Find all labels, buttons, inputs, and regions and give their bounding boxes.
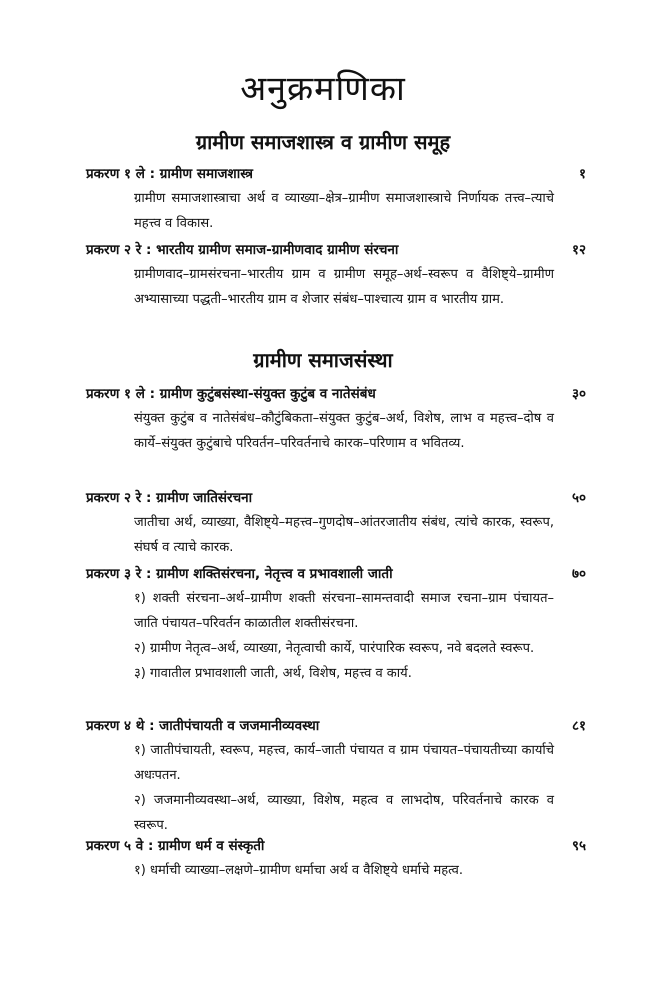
chapter-summary: जातीचा अर्थ, व्याख्या, वैशिष्ट्ये–महत्त्व–गुणदोष–आंतरजातीय संबंध, त्यांचे कारक, स्वरूप, संघर्ष व त्याचे कारक. <box>134 515 554 555</box>
chapter-page-number: १ <box>578 166 586 182</box>
page-title: अनुक्रमणिका <box>240 69 406 109</box>
chapter-title: प्रकरण २ रे : ग्रामीण जातिसंरचना <box>86 490 253 506</box>
chapter-page-number: ८१ <box>571 718 586 734</box>
chapter-page-number: ३० <box>571 386 586 402</box>
chapter-summary: १) शक्ती संरचना–अर्थ–ग्रामीण शक्ती संरचना–सामन्तवादी समाज रचना–ग्राम पंचायत–जाति पंचायत–परिवर्तन काळातील शक्तीसंरचना. <box>134 591 554 631</box>
chapter-entry <box>86 564 586 686</box>
part-heading-2: ग्रामीण समाजसंस्था <box>253 348 393 372</box>
chapter-summary: २) जजमानीव्यवस्था–अर्थ, व्याख्या, विशेष, महत्व व लाभदोष, परिवर्तनाचे कारक व स्वरूप. <box>134 793 554 833</box>
part-heading-1: ग्रामीण समाजशास्त्र व ग्रामीण समूह <box>195 130 451 154</box>
chapter-title: प्रकरण १ ले : ग्रामीण कुटुंबसंस्था-संयुक्त कुटुंब व नातेसंबंध <box>86 386 376 402</box>
chapter-entry <box>86 716 586 838</box>
chapter-summary: ग्रामीण समाजशास्त्राचा अर्थ व व्याख्या–क्षेत्र–ग्रामीण समाजशास्त्राचे निर्णायक तत्त्व–त्याचे महत्त्व व विकास. <box>134 191 554 231</box>
chapter-summary: ग्रामीणवाद–ग्रामसंरचना–भारतीय ग्राम व ग्रामीण समूह–अर्थ–स्वरूप व वैशिष्ट्ये–ग्रामीण अभ्यासाच्या पद्धती–भारतीय ग्राम व शेजार संबंध–पाश्चात्य ग्राम व भारतीय ग्राम. <box>134 267 554 307</box>
chapter-title: प्रकरण ४ थे : जातीपंचायती व जजमानीव्यवस्था <box>86 718 320 734</box>
chapter-summary: ३) गावातील प्रभावशाली जाती, अर्थ, विशेष, महत्त्व व कार्य. <box>134 666 412 681</box>
chapter-entry <box>86 384 586 456</box>
chapter-summary: १) जातीपंचायती, स्वरूप, महत्त्व, कार्य–जाती पंचायत व ग्राम पंचायत–पंचायतीच्या कार्याचे अधःपतन. <box>134 743 554 783</box>
chapter-summary: संयुक्त कुटुंब व नातेसंबंध–कौटुंबिकता–संयुक्त कुटुंब–अर्थ, विशेष, लाभ व महत्त्व–दोष व कार्ये–संयुक्त कुटुंबाचे परिवर्तन–परिवर्तनाचे कारक–परिणाम व भवितव्य. <box>134 411 554 451</box>
chapter-entry <box>86 488 586 560</box>
chapter-entry <box>86 240 586 312</box>
chapter-page-number: ५० <box>571 490 586 506</box>
chapter-page-number: ७० <box>571 566 586 582</box>
chapter-entry <box>86 836 586 883</box>
chapter-page-number: १२ <box>571 242 586 258</box>
chapter-title: प्रकरण २ रे : भारतीय ग्रामीण समाज-ग्रामीणवाद ग्रामीण संरचना <box>86 242 399 258</box>
chapter-title: प्रकरण ५ वे : ग्रामीण धर्म व संस्कृती <box>86 838 265 854</box>
chapter-page-number: ९५ <box>571 838 586 854</box>
chapter-entry <box>86 164 586 236</box>
chapter-summary: २) ग्रामीण नेतृत्व–अर्थ, व्याख्या, नेतृत्वाची कार्ये, पारंपारिक स्वरूप, नवे बदलते स्वरूप. <box>134 641 535 656</box>
chapter-title: प्रकरण ३ रे : ग्रामीण शक्तिसंरचना, नेतृत्त्व व प्रभावशाली जाती <box>86 566 393 582</box>
chapter-title: प्रकरण १ ले : ग्रामीण समाजशास्त्र <box>86 166 253 182</box>
chapter-summary: १) धर्माची व्याख्या–लक्षणे–ग्रामीण धर्माचा अर्थ व वैशिष्ट्ये धर्माचे महत्व. <box>134 863 463 878</box>
